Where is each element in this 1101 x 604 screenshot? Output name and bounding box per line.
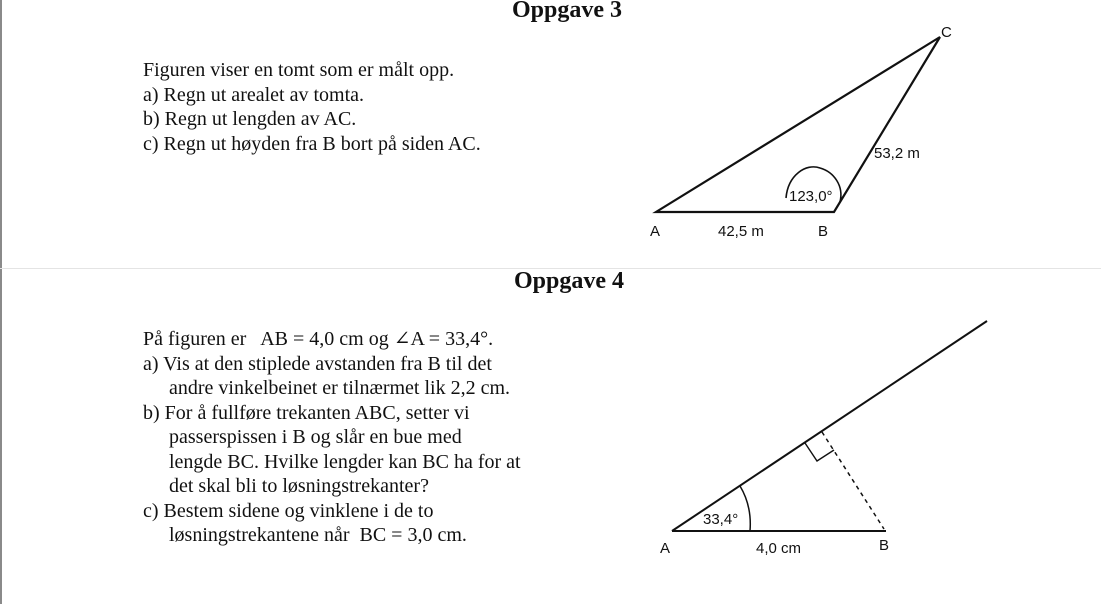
angle-b-label: 123,0° — [789, 188, 833, 205]
intro-end: . — [488, 328, 494, 350]
angle-expression: ∠A = 33,4° — [393, 328, 489, 350]
ab-expression: AB = 4,0 — [260, 328, 335, 350]
angle-a-arc — [740, 486, 750, 531]
task4-intro-prefix: På figuren er — [143, 328, 247, 350]
angle-a-label: 33,4° — [703, 511, 739, 528]
task4-line-a2: andre vinkelbeinet er tilnærmet lik 2,2 cm. — [169, 377, 511, 399]
task4-line-c2-text: løsningstrekantene når — [169, 524, 350, 546]
side-ab-label: 42,5 m — [718, 223, 764, 240]
perpendicular-dashed — [822, 432, 884, 529]
task4-line-b4: det skal bli to løsningstrekanter? — [169, 475, 429, 497]
vertex-a-label: A — [660, 540, 671, 557]
task4-line-b3: lengde BC. Hvilke lengder kan BC ha for at — [169, 450, 521, 473]
vertex-a-label: A — [650, 223, 661, 240]
task4-heading: Oppgave 4 — [514, 268, 625, 294]
vertex-c-label: C — [941, 24, 952, 41]
task3-line-b: b) Regn ut lengden av AC. — [143, 108, 357, 130]
right-angle-mark — [805, 443, 834, 461]
ab-unit: cm og — [339, 328, 389, 350]
task4-line-c1: c) Bestem sidene og vinklene i de to — [143, 499, 434, 522]
task3-heading: Oppgave 3 — [512, 0, 623, 23]
task3-line-c: c) Regn ut høyden fra B bort på siden AC. — [143, 132, 481, 155]
vertex-b-label: B — [818, 223, 829, 240]
side-bc-label: 53,2 m — [874, 145, 920, 162]
task3-line-intro: Figuren viser en tomt som er målt opp. — [143, 59, 455, 81]
vertex-b-label: B — [879, 537, 890, 554]
task4-line-b1: b) For å fullføre trekanten ABC, setter vi — [143, 401, 470, 424]
bc-expression: BC = 3,0 — [359, 524, 433, 546]
task4-line-b2: passerspissen i B og slår en bue med — [169, 426, 462, 448]
task4-line-a1: a) Vis at den stiplede avstanden fra B til det — [143, 352, 492, 375]
angle-arm-upper — [672, 321, 987, 531]
side-ab-label: 4,0 cm — [756, 540, 802, 557]
task3-line-a: a) Regn ut arealet av tomta. — [143, 83, 365, 106]
bc-unit: cm. — [437, 524, 467, 546]
